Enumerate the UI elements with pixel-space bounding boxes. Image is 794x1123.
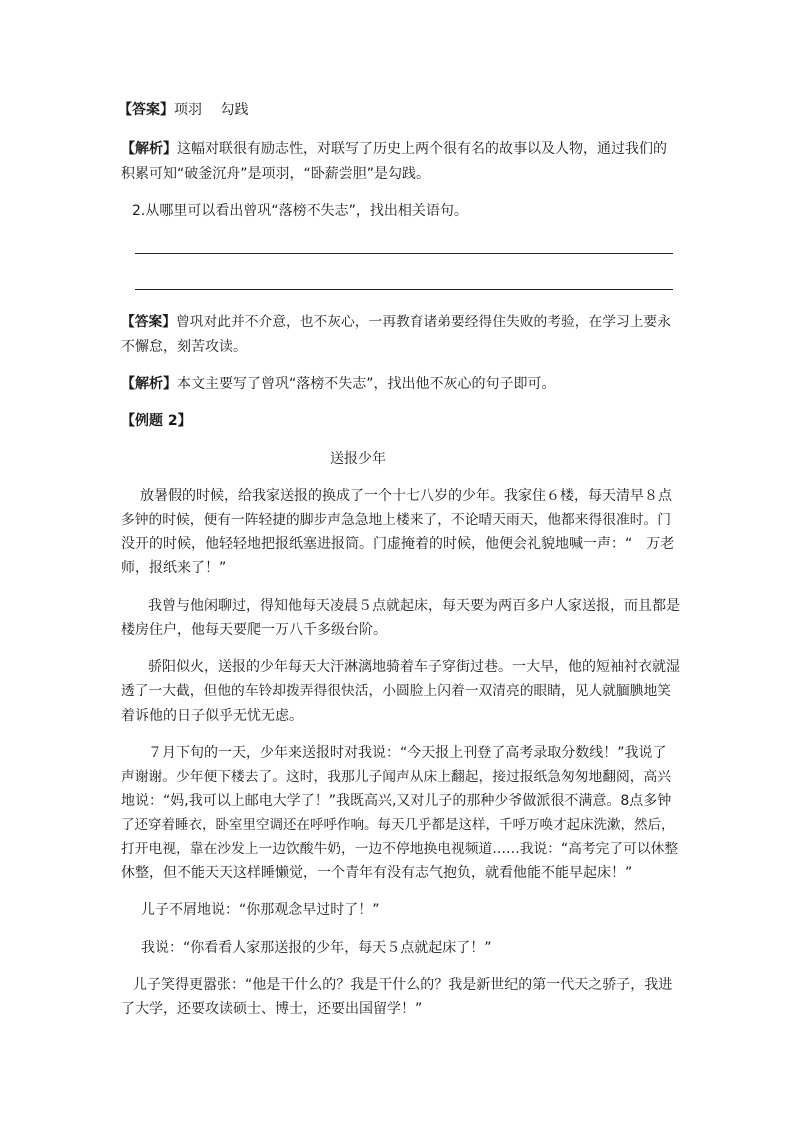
paragraph-line: 楼房住户，他每天要爬一万八千多级台阶。 xyxy=(121,622,387,638)
paragraph-line: 打开电视，靠在沙发上一边饮酸牛奶，一边不停地换电视频道……我说：“高考完了可以休整 xyxy=(121,841,679,857)
paragraph-line: 休整，但不能天天这样睡懒觉，一个青年有没有志气抱负，就看他能不能早起床！” xyxy=(121,865,633,881)
paragraph-line: 地说：“妈,我可以上邮电大学了！”我既高兴,又对儿子的那种少爷做派很不满意。8点多钟 xyxy=(121,793,672,809)
paragraph-line: 了大学，还要攻读硕士、博士，还要出国留学！” xyxy=(121,1001,423,1017)
paragraph-line: 了还穿着睡衣，卧室里空调还在呼呼作响。每天几乎都是这样，千呼万唤才起床洗漱，然后， xyxy=(121,817,675,833)
question-text: 2.从哪里可以看出曾巩“落榜不失志”，找出相关语句。 xyxy=(132,203,468,219)
answer-text: 不懈怠，刻苦攻读。 xyxy=(121,339,247,355)
analysis-line-q2 xyxy=(121,374,556,394)
paragraph-line: 我曾与他闲聊过，得知他每天凌晨５点就起床，每天要为两百多户人家送报，而且都是 xyxy=(148,598,680,614)
answer-blank-line xyxy=(135,253,673,254)
paragraph-line: 师，报纸来了！” xyxy=(121,560,227,576)
paragraph-line: 着诉他的日子似乎无忧无虑。 xyxy=(121,708,303,724)
answer-text: 项羽 勾践 xyxy=(174,102,249,118)
paragraph-line: 我说：“你看看人家那送报的少年，每天５点就起床了！” xyxy=(141,940,492,956)
paragraph-line: 骄阳似火，送报的少年每天大汗淋漓地骑着车子穿街过巷。一大早，他的短袖衬衣就湿 xyxy=(148,659,680,675)
analysis-tag: 【解析】 xyxy=(121,376,177,392)
article-title: 送报少年 xyxy=(330,451,386,467)
example-heading: 【例题 2】 xyxy=(121,413,192,429)
paragraph-line: 多钟的时候，便有一阵轻捷的脚步声急急地上楼来了，不论晴天雨天，他都来得很准时。门 xyxy=(121,512,672,528)
answer-line-q2 xyxy=(121,312,671,332)
answer-tag: 【答案】 xyxy=(121,314,177,330)
paragraph-line: 儿子笑得更嚣张：“他是干什么的？我是干什么的？我是新世纪的第一代天之骄子，我进 xyxy=(133,977,673,993)
paragraph-line: 没开的时候，他轻轻地把报纸塞进报筒。门虚掩着的时候，他便会礼貌地喊一声：“ 万老 xyxy=(121,536,675,552)
paragraph-line: 声谢谢。少年便下楼去了。这时，我那儿子闻声从床上翻起，接过报纸急匆匆地翻阅，高兴 xyxy=(121,769,672,785)
paragraph-line: 放暑假的时候，给我家送报的换成了一个十七八岁的少年。我家住６楼，每天清早８点 xyxy=(140,488,672,504)
answer-tag: 【答案】 xyxy=(118,102,174,118)
analysis-line-q1 xyxy=(121,139,667,159)
analysis-text: 这幅对联很有励志性，对联写了历史上两个很有名的故事以及人物，通过我们的 xyxy=(177,141,667,157)
answer-line-q1 xyxy=(118,100,248,120)
paragraph-line: 儿子不屑地说：“你那观念早过时了！” xyxy=(141,902,380,918)
answer-text: 曾巩对此并不介意，也不灰心，一再教育诸弟要经得住失败的考验，在学习上要永 xyxy=(176,314,672,330)
paragraph-line: ７月下旬的一天，少年来送报时对我说：“今天报上刊登了高考录取分数线！”我说了 xyxy=(148,745,667,761)
paragraph-line: 透了一大截，但他的车铃却拨弄得很快活，小圆脸上闪着一双清亮的眼睛，见人就腼腆地笑 xyxy=(121,683,672,699)
analysis-text: 积累可知“破釜沉舟”是项羽，“卧薪尝胆”是勾践。 xyxy=(121,166,431,182)
analysis-tag: 【解析】 xyxy=(121,141,177,157)
analysis-text: 本文主要写了曾巩“落榜不失志”，找出他不灰心的句子即可。 xyxy=(177,376,556,392)
answer-blank-line xyxy=(135,289,673,290)
